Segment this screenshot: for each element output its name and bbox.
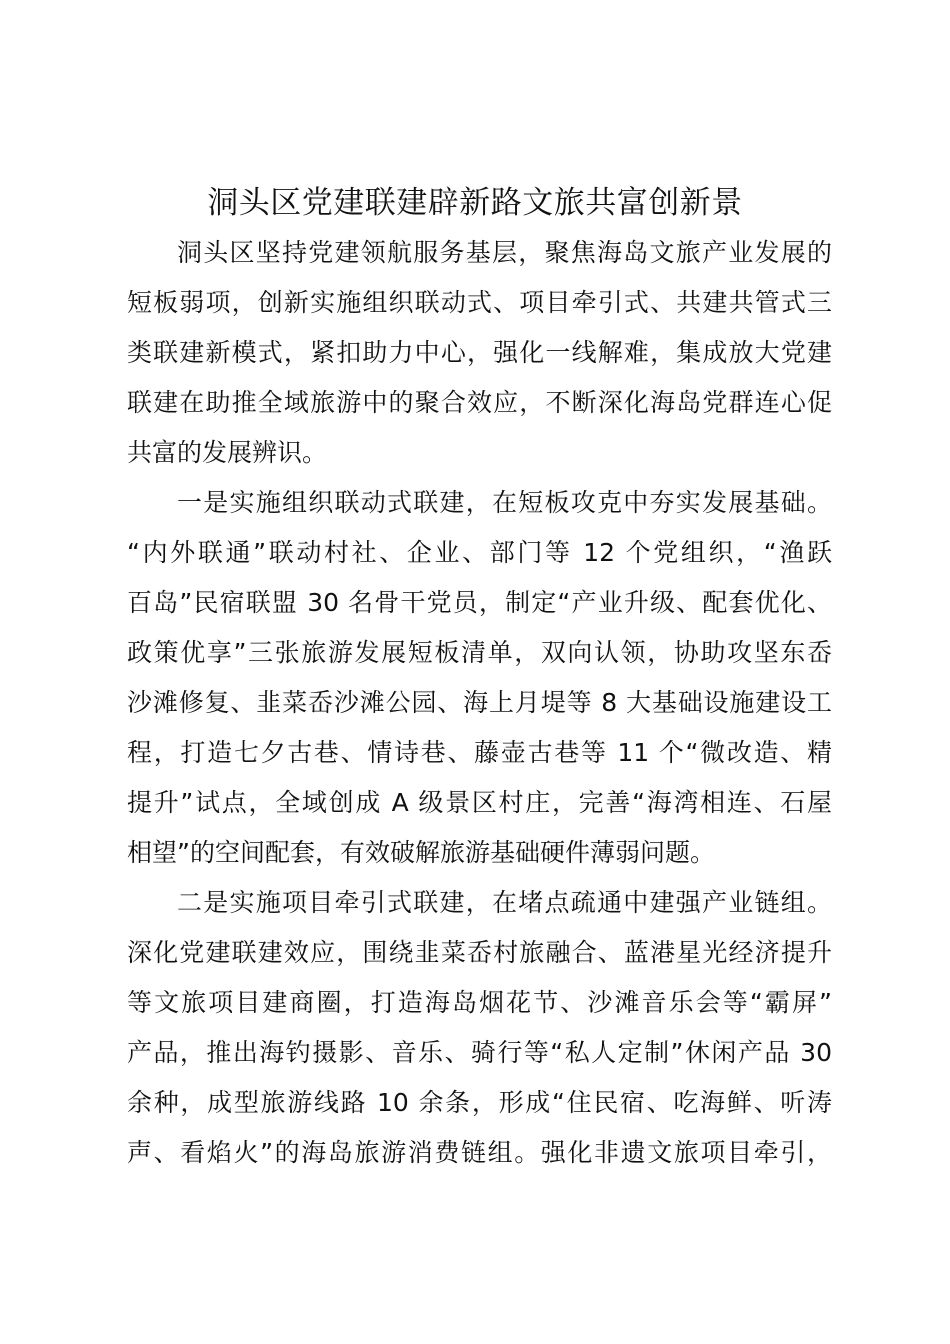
paragraph-2-line-7: 提升”试点，全域创成 A 级景区村庄，完善“海湾相连、石屋 (127, 788, 832, 817)
paragraph-3-line-1: 二是实施项目牵引式联建，在堵点疏通中建强产业链组。 (177, 888, 832, 917)
paragraph-2-line-1: 一是实施组织联动式联建，在短板攻克中夯实发展基础。 (177, 488, 832, 517)
document-title: 洞头区党建联建辟新路文旅共富创新景 (207, 185, 743, 221)
paragraph-2-line-6: 程，打造七夕古巷、情诗巷、藤壶古巷等 11 个“微改造、精 (127, 738, 832, 767)
paragraph-3-line-3: 等文旅项目建商圈，打造海岛烟花节、沙滩音乐会等“霸屏” (127, 988, 832, 1017)
paragraph-3-line-2: 深化党建联建效应，围绕韭菜岙村旅融合、蓝港星光经济提升 (127, 938, 832, 967)
paragraph-2-line-4: 政策优享”三张旅游发展短板清单，双向认领，协助攻坚东岙 (127, 638, 832, 667)
paragraph-3-line-6: 声、看焰火”的海岛旅游消费链组。强化非遗文旅项目牵引， (127, 1138, 832, 1167)
paragraph-3-line-4: 产品，推出海钓摄影、音乐、骑行等“私人定制”休闲产品 30 (127, 1038, 832, 1067)
paragraph-1-line-2: 短板弱项，创新实施组织联动式、项目牵引式、共建共管式三 (127, 288, 832, 317)
paragraph-2-line-8: 相望”的空间配套，有效破解旅游基础硬件薄弱问题。 (127, 838, 715, 867)
paragraph-1-line-4: 联建在助推全域旅游中的聚合效应，不断深化海岛党群连心促 (127, 388, 832, 417)
paragraph-2-line-3: 百岛”民宿联盟 30 名骨干党员，制定“产业升级、配套优化、 (127, 588, 832, 617)
paragraph-2-line-2: “内外联通”联动村社、企业、部门等 12 个党组织，“渔跃 (127, 538, 832, 567)
paragraph-3-line-5: 余种，成型旅游线路 10 余条，形成“住民宿、吃海鲜、听涛 (127, 1088, 832, 1117)
paragraph-2-line-5: 沙滩修复、韭菜岙沙滩公园、海上月堤等 8 大基础设施建设工 (127, 688, 832, 717)
paragraph-1-line-5: 共富的发展辨识。 (127, 438, 328, 467)
paragraph-1-line-3: 类联建新模式，紧扣助力中心，强化一线解难，集成放大党建 (127, 338, 832, 367)
paragraph-1-line-1: 洞头区坚持党建领航服务基层，聚焦海岛文旅产业发展的 (177, 238, 832, 267)
